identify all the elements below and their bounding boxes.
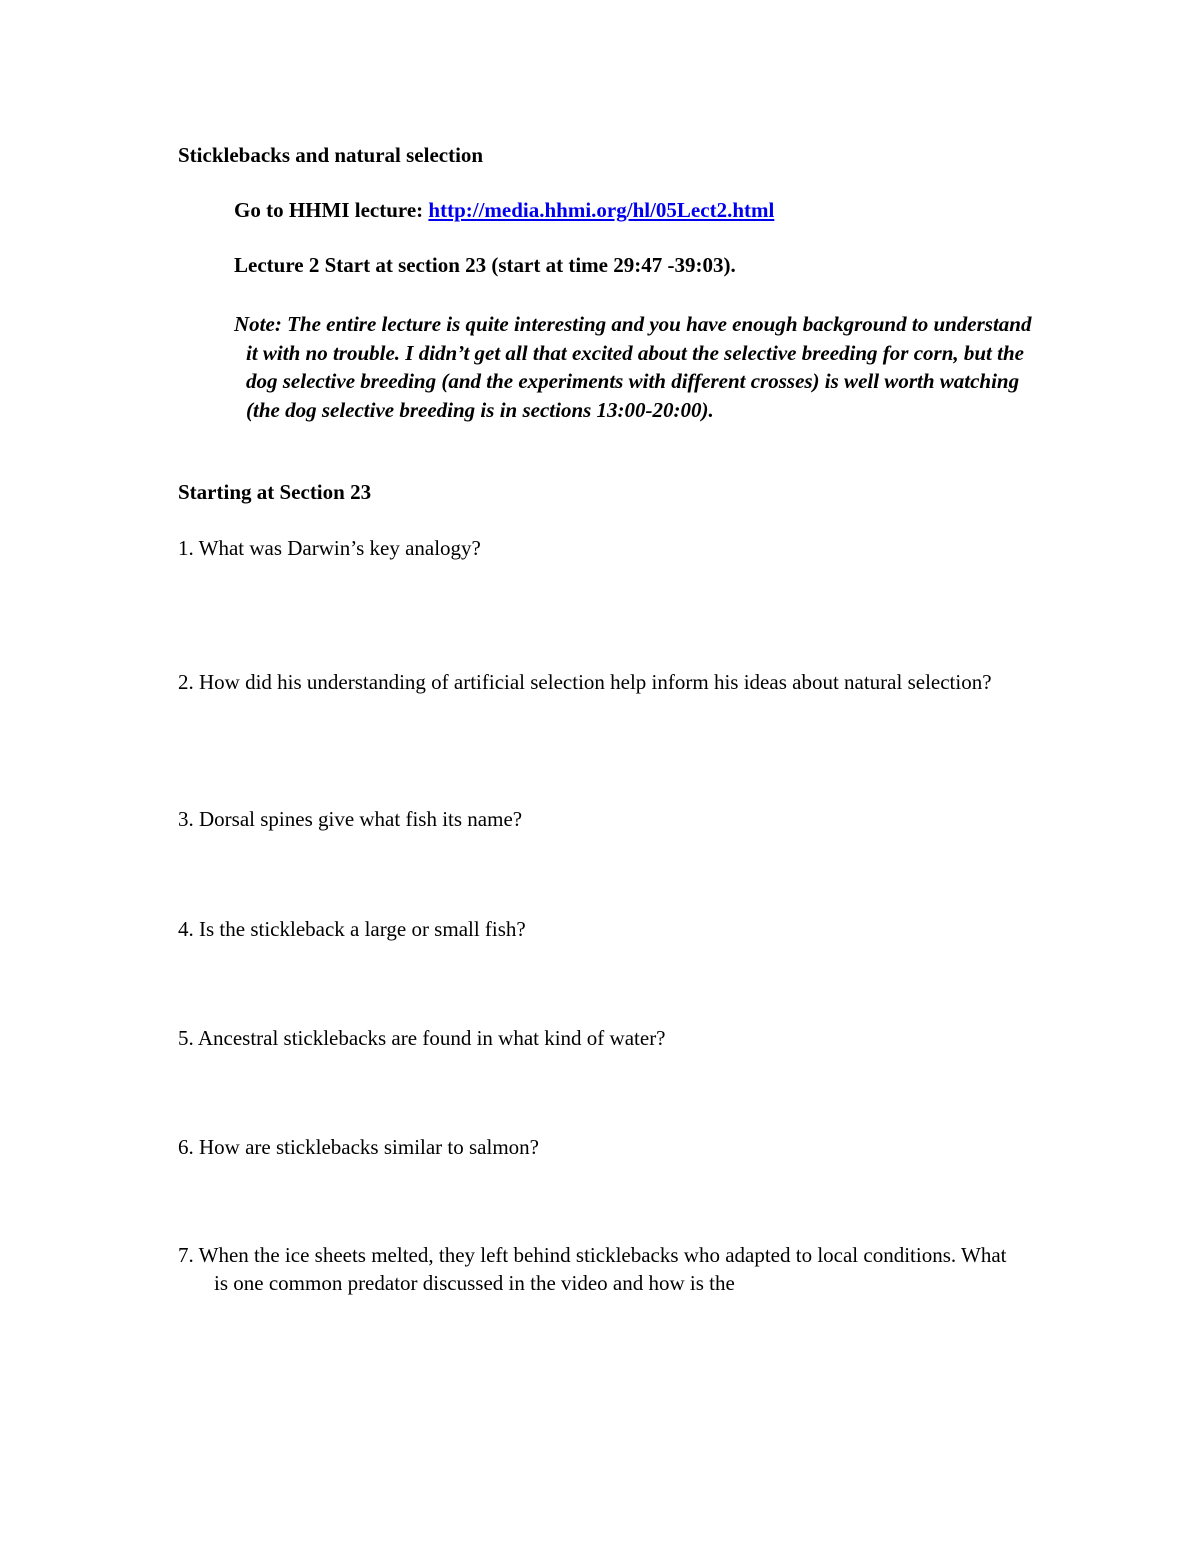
bullet-label: Lecture 2 Start at section 23 (start at time 29:47 -39:03).: [234, 253, 736, 277]
question-item: 3. Dorsal spines give what fish its name?: [178, 807, 523, 831]
question-item: 7. When the ice sheets melted, they left behind sticklebacks who adapted to local conditions. What is one common predator discussed in the video and how is the: [178, 1243, 1007, 1295]
question-item: 6. How are sticklebacks similar to salmon?: [178, 1135, 539, 1159]
note-text: Note: The entire lecture is quite interesting and you have enough background to understand it with no trouble. I didn’t get all that excited about the selective breeding for corn, but the dog selective breeding (and the experiments with different crosses) is well worth watching (the dog selective breeding is in sections 13:00-20:00).: [234, 312, 1032, 422]
document-title: Sticklebacks and natural selection: [178, 143, 484, 167]
bullet-label: Go to HHMI lecture:: [234, 198, 429, 222]
section-heading: Starting at Section 23: [178, 480, 372, 504]
question-item: 5. Ancestral sticklebacks are found in what kind of water?: [178, 1026, 666, 1050]
bullet-lecture-start: [212, 251, 1032, 279]
question-item: 1. What was Darwin’s key analogy?: [178, 536, 481, 560]
bullet-hhmi-lecture: [212, 196, 1032, 224]
question-item: 4. Is the stickleback a large or small fish?: [178, 917, 526, 941]
hhmi-lecture-link[interactable]: http://media.hhmi.org/hl/05Lect2.html: [428, 198, 775, 222]
bullet-note: [212, 310, 1032, 424]
question-item: 2. How did his understanding of artificial selection help inform his ideas about natural selection?: [178, 670, 992, 694]
